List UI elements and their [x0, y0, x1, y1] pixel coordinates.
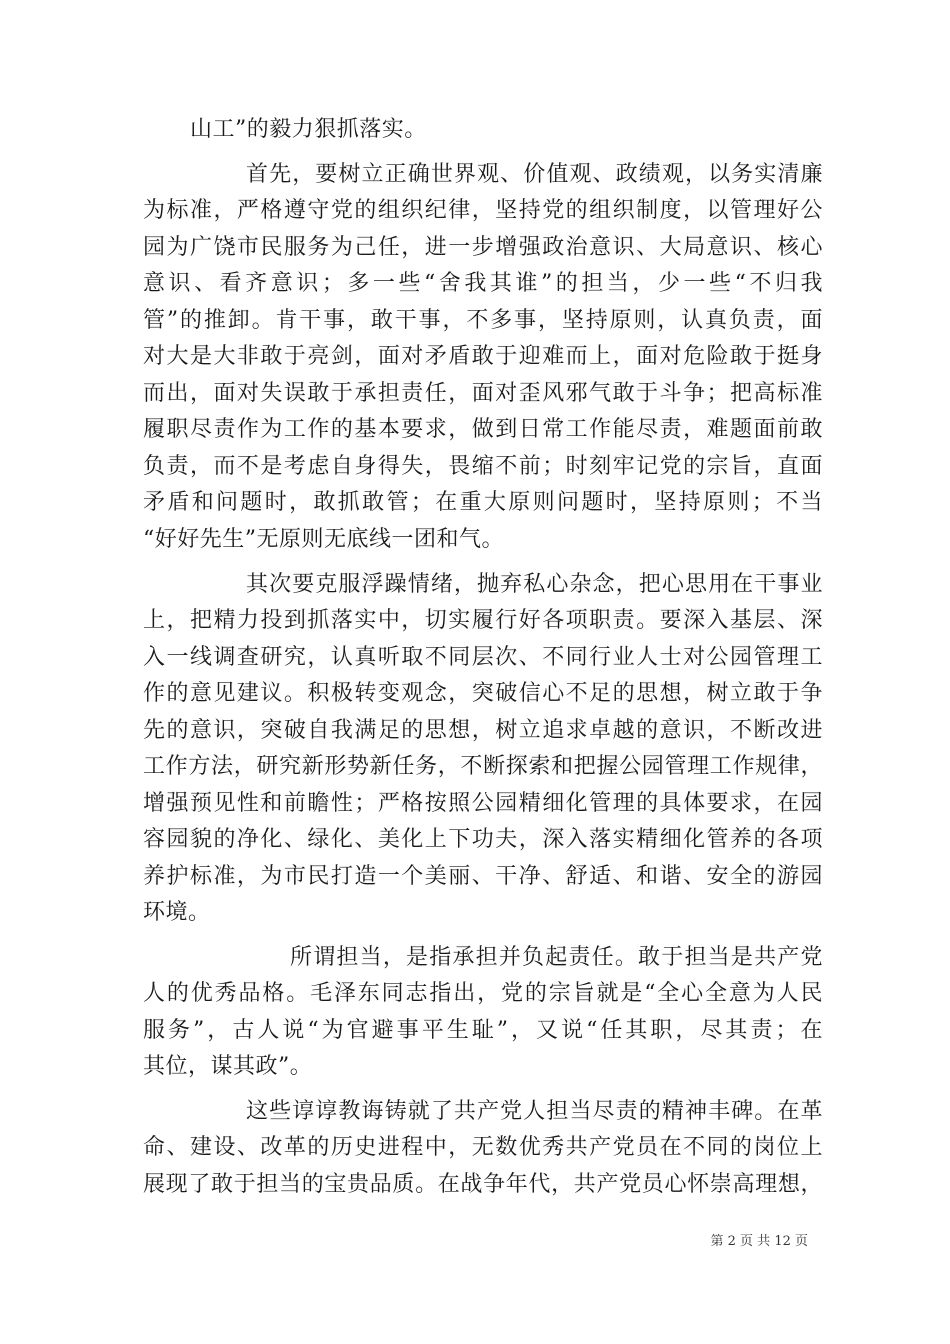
text-line-29: 展现了敢于担当的宝贵品质。在战争年代，共产党员心怀崇高理想， [143, 1172, 823, 1197]
text-line-7: 对大是大非敢于亮剑，面对矛盾敢于迎难而上，面对危险敢于挺身 [143, 344, 823, 369]
text-line-17: 先的意识，突破自我满足的思想，树立追求卓越的意识，不断改进 [143, 718, 823, 743]
text-line-26: 其位，谋其政”。 [143, 1054, 313, 1079]
text-line-13: 其次要克服浮躁情绪，抛弃私心杂念，把心思用在干事业 [246, 572, 823, 597]
text-line-2: 首先，要树立正确世界观、价值观、政绩观，以务实清廉 [246, 162, 823, 187]
text-line-15: 入一线调查研究，认真听取不同层次、不同行业人士对公园管理工 [143, 645, 823, 670]
text-line-5: 意识、看齐意识；多一些“舍我其谁”的担当，少一些“不归我 [143, 271, 823, 296]
text-line-28: 命、建设、改革的历史进程中，无数优秀共产党员在不同的岗位上 [143, 1135, 823, 1160]
text-line-22: 环境。 [143, 900, 211, 925]
text-line-4: 园为广饶市民服务为己任，进一步增强政治意识、大局意识、核心 [143, 235, 823, 260]
text-line-18: 工作方法，研究新形势新任务，不断探索和把握公园管理工作规律， [143, 754, 823, 779]
text-line-27: 这些谆谆教诲铸就了共产党人担当尽责的精神丰碑。在革 [246, 1099, 823, 1124]
text-line-1: 山工”的毅力狠抓落实。 [190, 117, 427, 142]
text-line-20: 容园貌的净化、绿化、美化上下功夫，深入落实精细化管养的各项 [143, 827, 823, 852]
text-line-25: 服务”，古人说“为官避事平生耻”，又说“任其职，尽其责；在 [143, 1018, 823, 1043]
page-number-footer: 第 2 页 共 12 页 [710, 1234, 808, 1249]
text-line-12: “好好先生”无原则无底线一团和气。 [143, 527, 504, 552]
text-line-10: 负责，而不是考虑自身得失，畏缩不前；时刻牢记党的宗旨，直面 [143, 454, 823, 479]
text-line-19: 增强预见性和前瞻性；严格按照公园精细化管理的具体要求，在园 [143, 791, 823, 816]
text-line-6: 管”的推卸。肯干事，敢干事，不多事，坚持原则，认真负责，面 [143, 308, 823, 333]
text-line-24: 人的优秀品格。毛泽东同志指出，党的宗旨就是“全心全意为人民 [143, 981, 823, 1006]
text-line-16: 作的意见建议。积极转变观念，突破信心不足的思想，树立敢于争 [143, 681, 823, 706]
text-line-23: 所谓担当，是指承担并负起责任。敢于担当是共产党 [290, 945, 823, 970]
text-line-9: 履职尽责作为工作的基本要求，做到日常工作能尽责，难题面前敢 [143, 417, 823, 442]
text-line-3: 为标准，严格遵守党的组织纪律，坚持党的组织制度，以管理好公 [143, 198, 823, 223]
text-line-14: 上，把精力投到抓落实中，切实履行好各项职责。要深入基层、深 [143, 608, 823, 633]
text-line-8: 而出，面对失误敢于承担责任，面对歪风邪气敢于斗争；把高标准 [143, 381, 823, 406]
text-line-11: 矛盾和问题时，敢抓敢管；在重大原则问题时，坚持原则；不当 [143, 490, 823, 515]
text-line-21: 养护标准，为市民打造一个美丽、干净、舒适、和谐、安全的游园 [143, 864, 823, 889]
